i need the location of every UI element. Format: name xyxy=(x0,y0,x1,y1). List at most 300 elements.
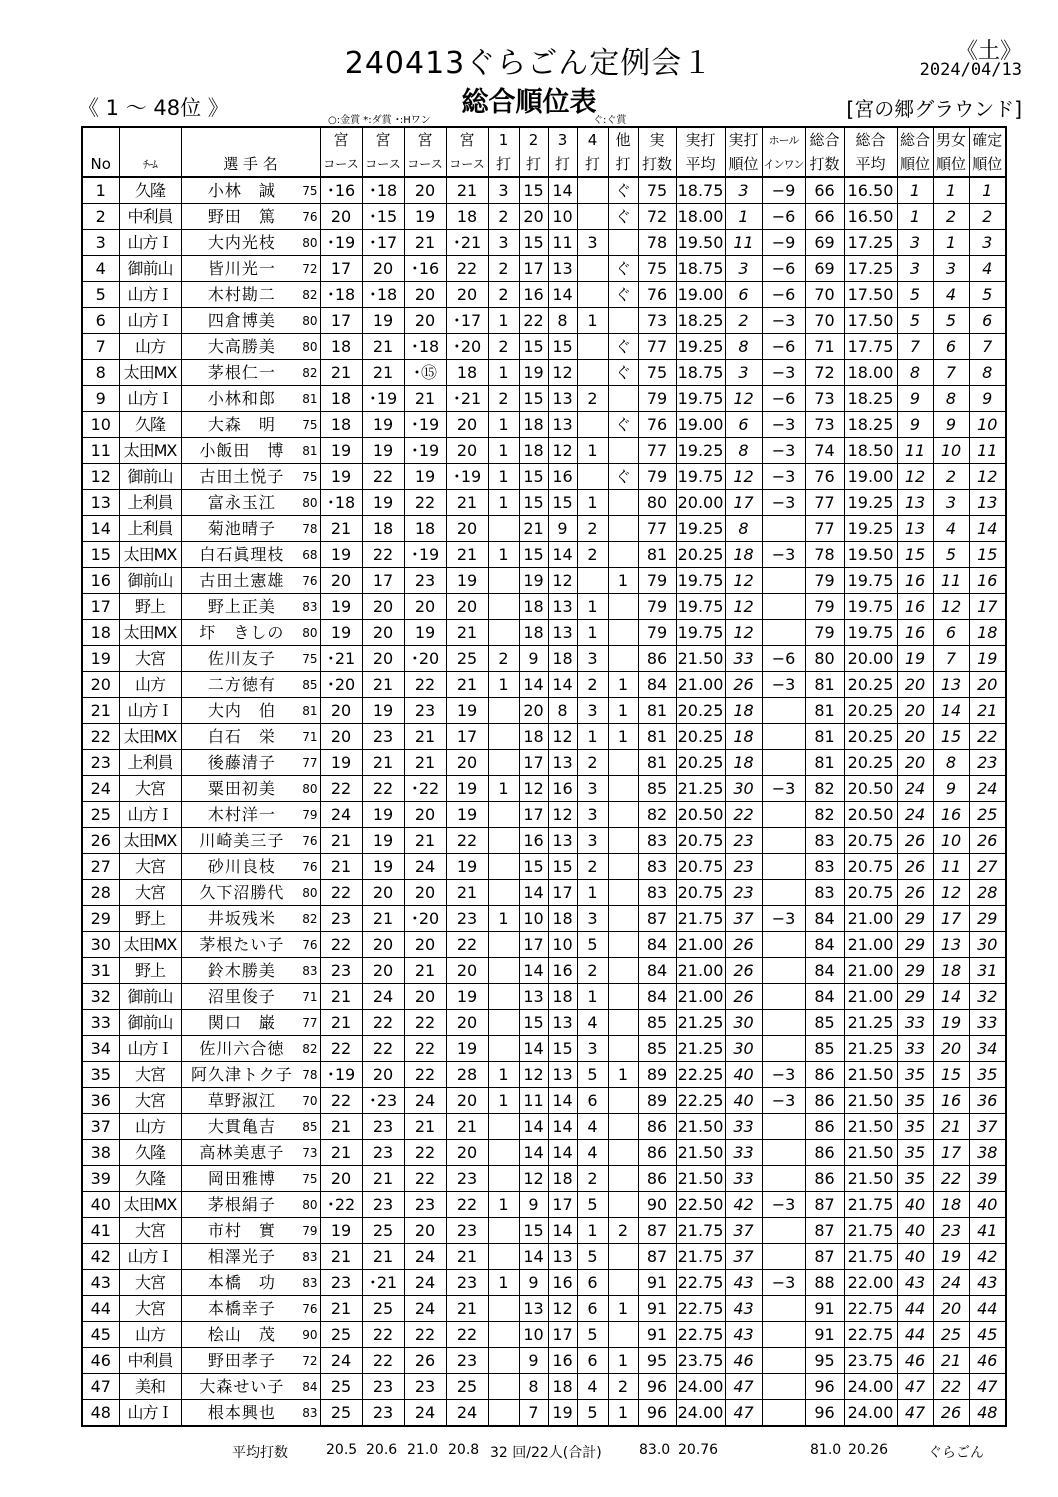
cell-actual-rank: 26 xyxy=(725,958,762,984)
player-age: 71 xyxy=(302,729,318,744)
cell-player xyxy=(181,984,320,1010)
cell-hole3: 10 xyxy=(548,932,577,958)
cell-final-rank: 23 xyxy=(969,750,1006,776)
cell-course-1: 21 xyxy=(320,360,362,386)
cell-actual-rank: 26 xyxy=(725,932,762,958)
cell-course-1: 25 xyxy=(320,1400,362,1427)
cell-final-rank: 37 xyxy=(969,1114,1006,1140)
cell-hole2: 18 xyxy=(519,594,548,620)
cell-total-rank: 5 xyxy=(897,308,933,334)
cell-course-4: 20 xyxy=(446,516,488,542)
cell-team: 久隆 xyxy=(119,1166,181,1192)
player-age: 75 xyxy=(302,469,318,484)
header-no-top xyxy=(82,127,119,152)
cell-other: 2 xyxy=(608,1374,638,1400)
cell-actual-strokes: 89 xyxy=(638,1062,676,1088)
player-name: 大内光枝 xyxy=(207,232,276,252)
header-actual-rank: 順位 xyxy=(725,152,762,177)
cell-course-4: 25 xyxy=(446,646,488,672)
cell-player xyxy=(181,438,320,464)
cell-course-3: 19 xyxy=(404,620,446,646)
header-actual-strokes-top: 実 xyxy=(638,127,676,152)
cell-hole3: 14 xyxy=(548,672,577,698)
cell-hole1: 1 xyxy=(488,542,519,568)
cell-final-rank: 16 xyxy=(969,568,1006,594)
cell-course-3: 22 xyxy=(404,1322,446,1348)
cell-total-strokes: 70 xyxy=(805,308,844,334)
cell-actual-avg: 21.50 xyxy=(676,646,725,672)
cell-hole-in-one xyxy=(762,802,805,828)
cell-player xyxy=(181,932,320,958)
cell-no: 15 xyxy=(82,542,119,568)
player-age: 78 xyxy=(302,521,318,536)
cell-player xyxy=(181,542,320,568)
page-title: 240413ぐらごん定例会１ xyxy=(344,46,714,81)
player-name: 川崎美三子 xyxy=(199,830,285,850)
cell-actual-strokes: 82 xyxy=(638,802,676,828)
header-course-2-top: 宮 xyxy=(362,127,404,152)
cell-gender-rank: 12 xyxy=(933,594,969,620)
cell-course-3: ･20 xyxy=(404,906,446,932)
table-row xyxy=(82,828,1006,854)
cell-total-strokes: 91 xyxy=(805,1296,844,1322)
cell-player xyxy=(181,464,320,490)
cell-actual-strokes: 96 xyxy=(638,1400,676,1427)
cell-hole3: 13 xyxy=(548,1244,577,1270)
cell-hole4: 3 xyxy=(577,1036,608,1062)
player-name: 沼里俊子 xyxy=(207,986,276,1006)
cell-hole2: 14 xyxy=(519,880,548,906)
player-name: 大高勝美 xyxy=(207,336,276,356)
award-legend-gu: ぐ:ぐ賞 xyxy=(593,115,627,126)
cell-total-avg: 20.25 xyxy=(844,724,897,750)
cell-total-strokes: 69 xyxy=(805,230,844,256)
cell-course-4: 20 xyxy=(446,282,488,308)
cell-gender-rank: 13 xyxy=(933,932,969,958)
player-age: 75 xyxy=(302,1171,318,1186)
table-row xyxy=(82,776,1006,802)
header-no: No xyxy=(82,152,119,177)
player-name: 菊池晴子 xyxy=(207,518,276,538)
player-name: 久下沼勝代 xyxy=(199,882,285,902)
cell-hole2: 9 xyxy=(519,646,548,672)
cell-course-4: 19 xyxy=(446,1036,488,1062)
cell-other: 1 xyxy=(608,1400,638,1427)
cell-actual-avg: 24.00 xyxy=(676,1374,725,1400)
table-row xyxy=(82,1140,1006,1166)
cell-no: 31 xyxy=(82,958,119,984)
cell-hole3: 13 xyxy=(548,620,577,646)
cell-hole1 xyxy=(488,1348,519,1374)
cell-course-1: 19 xyxy=(320,620,362,646)
cell-hole4: 2 xyxy=(577,672,608,698)
cell-actual-avg: 24.00 xyxy=(676,1400,725,1427)
cell-total-strokes: 72 xyxy=(805,360,844,386)
cell-no: 44 xyxy=(82,1296,119,1322)
cell-hole-in-one xyxy=(762,620,805,646)
cell-hole3: 8 xyxy=(548,308,577,334)
cell-actual-strokes: 81 xyxy=(638,542,676,568)
cell-actual-avg: 20.25 xyxy=(676,698,725,724)
avg-course-3: 21.0 xyxy=(407,1442,439,1458)
cell-no: 12 xyxy=(82,464,119,490)
player-age: 80 xyxy=(302,313,318,328)
cell-actual-rank: 8 xyxy=(725,438,762,464)
cell-gender-rank: 19 xyxy=(933,1010,969,1036)
cell-actual-avg: 19.00 xyxy=(676,282,725,308)
cell-actual-strokes: 91 xyxy=(638,1270,676,1296)
player-name: 本橋 功 xyxy=(207,1272,276,1292)
cell-actual-rank: 47 xyxy=(725,1374,762,1400)
cell-other xyxy=(608,906,638,932)
cell-actual-rank: 40 xyxy=(725,1062,762,1088)
player-age: 82 xyxy=(302,365,318,380)
header-team: ﾁｰﾑ xyxy=(119,152,181,177)
cell-team: 山方Ｉ xyxy=(119,1036,181,1062)
cell-course-3: 21 xyxy=(404,828,446,854)
table-row xyxy=(82,1400,1006,1427)
table-row xyxy=(82,412,1006,438)
cell-hole1 xyxy=(488,724,519,750)
cell-total-rank: 11 xyxy=(897,438,933,464)
cell-hole2: 20 xyxy=(519,204,548,230)
cell-no: 17 xyxy=(82,594,119,620)
cell-actual-strokes: 81 xyxy=(638,698,676,724)
player-age: 72 xyxy=(302,1353,318,1368)
cell-actual-rank: 30 xyxy=(725,1036,762,1062)
player-name: 小林 誠 xyxy=(207,180,276,200)
player-name: 古田土憲雄 xyxy=(199,570,285,590)
cell-actual-avg: 22.75 xyxy=(676,1322,725,1348)
cell-total-rank: 3 xyxy=(897,230,933,256)
cell-total-strokes: 88 xyxy=(805,1270,844,1296)
cell-actual-avg: 18.25 xyxy=(676,308,725,334)
cell-final-rank: 17 xyxy=(969,594,1006,620)
cell-player xyxy=(181,230,320,256)
player-name: 野上正美 xyxy=(207,596,276,616)
cell-course-4: 25 xyxy=(446,1374,488,1400)
player-name: 小飯田 博 xyxy=(199,440,285,460)
cell-no: 10 xyxy=(82,412,119,438)
cell-hole2: 18 xyxy=(519,412,548,438)
cell-other xyxy=(608,1322,638,1348)
cell-hole4 xyxy=(577,177,608,204)
cell-final-rank: 6 xyxy=(969,308,1006,334)
cell-total-strokes: 73 xyxy=(805,386,844,412)
cell-player xyxy=(181,1088,320,1114)
player-name: 木村勘二 xyxy=(207,284,276,304)
rounds-summary: 32 回/22人(合計) xyxy=(490,1445,602,1461)
cell-no: 2 xyxy=(82,204,119,230)
cell-course-1: 21 xyxy=(320,828,362,854)
cell-hole3: 14 xyxy=(548,542,577,568)
cell-hole3: 12 xyxy=(548,1296,577,1322)
cell-gender-rank: 14 xyxy=(933,984,969,1010)
cell-hole1: 1 xyxy=(488,490,519,516)
player-age: 81 xyxy=(302,703,318,718)
cell-final-rank: 47 xyxy=(969,1374,1006,1400)
player-age: 81 xyxy=(302,443,318,458)
cell-player xyxy=(181,672,320,698)
cell-other xyxy=(608,1010,638,1036)
cell-hole1 xyxy=(488,594,519,620)
cell-total-avg: 24.00 xyxy=(844,1400,897,1427)
header-total-strokes-top: 総合 xyxy=(805,127,844,152)
cell-other xyxy=(608,880,638,906)
cell-gender-rank: 14 xyxy=(933,698,969,724)
cell-course-2: ･17 xyxy=(362,230,404,256)
cell-no: 22 xyxy=(82,724,119,750)
cell-hole-in-one xyxy=(762,516,805,542)
cell-actual-avg: 19.75 xyxy=(676,386,725,412)
cell-team: 大宮 xyxy=(119,776,181,802)
cell-hole3: 19 xyxy=(548,1400,577,1427)
cell-hole3: 18 xyxy=(548,906,577,932)
cell-hole-in-one xyxy=(762,984,805,1010)
cell-course-3: 21 xyxy=(404,750,446,776)
cell-hole4 xyxy=(577,256,608,282)
cell-team: 御前山 xyxy=(119,984,181,1010)
player-name: 粟田初美 xyxy=(207,778,276,798)
cell-total-rank: 20 xyxy=(897,698,933,724)
cell-total-strokes: 84 xyxy=(805,932,844,958)
cell-team: 大宮 xyxy=(119,1270,181,1296)
cell-final-rank: 11 xyxy=(969,438,1006,464)
cell-course-3: ･19 xyxy=(404,412,446,438)
cell-team: 御前山 xyxy=(119,464,181,490)
cell-hole-in-one xyxy=(762,750,805,776)
avg-course-1: 20.5 xyxy=(326,1442,358,1458)
cell-total-rank: 26 xyxy=(897,854,933,880)
cell-course-3: 19 xyxy=(404,464,446,490)
cell-actual-strokes: 81 xyxy=(638,724,676,750)
avg-course-4: 20.8 xyxy=(448,1442,480,1458)
player-age: 71 xyxy=(302,989,318,1004)
cell-hole4: 2 xyxy=(577,516,608,542)
cell-actual-rank: 40 xyxy=(725,1088,762,1114)
cell-course-1: 20 xyxy=(320,568,362,594)
cell-hole4: 1 xyxy=(577,594,608,620)
cell-player xyxy=(181,1244,320,1270)
cell-other: 1 xyxy=(608,1296,638,1322)
header-actual-rank-top: 実打 xyxy=(725,127,762,152)
cell-total-avg: 18.25 xyxy=(844,386,897,412)
player-age: 76 xyxy=(302,937,318,952)
player-name: 市村 實 xyxy=(207,1220,276,1240)
cell-total-strokes: 91 xyxy=(805,1322,844,1348)
cell-total-strokes: 79 xyxy=(805,620,844,646)
cell-actual-strokes: 77 xyxy=(638,516,676,542)
cell-total-avg: 23.75 xyxy=(844,1348,897,1374)
cell-actual-rank: 6 xyxy=(725,282,762,308)
cell-course-3: ･20 xyxy=(404,646,446,672)
header-hole2: 打 xyxy=(519,152,548,177)
cell-gender-rank: 26 xyxy=(933,1400,969,1427)
cell-hole1 xyxy=(488,516,519,542)
cell-course-1: 24 xyxy=(320,1348,362,1374)
cell-course-2: 22 xyxy=(362,1010,404,1036)
cell-total-avg: 21.00 xyxy=(844,984,897,1010)
header-team-top xyxy=(119,127,181,152)
cell-hole-in-one: −6 xyxy=(762,386,805,412)
cell-total-rank: 9 xyxy=(897,412,933,438)
cell-hole-in-one: −3 xyxy=(762,1192,805,1218)
cell-no: 37 xyxy=(82,1114,119,1140)
cell-team: 太田MX xyxy=(119,1192,181,1218)
cell-course-1: 19 xyxy=(320,464,362,490)
table-row xyxy=(82,880,1006,906)
cell-hole-in-one: −3 xyxy=(762,360,805,386)
cell-course-1: 22 xyxy=(320,776,362,802)
cell-team: 上利員 xyxy=(119,750,181,776)
cell-gender-rank: 1 xyxy=(933,177,969,204)
cell-team: 美和 xyxy=(119,1374,181,1400)
cell-other: ぐ xyxy=(608,177,638,204)
cell-actual-rank: 33 xyxy=(725,1166,762,1192)
cell-actual-avg: 20.00 xyxy=(676,490,725,516)
cell-course-3: 24 xyxy=(404,1270,446,1296)
event-date: 2024/04/13 xyxy=(919,60,1022,80)
cell-hole3: 14 xyxy=(548,282,577,308)
cell-final-rank: 13 xyxy=(969,490,1006,516)
cell-actual-strokes: 87 xyxy=(638,1244,676,1270)
cell-gender-rank: 25 xyxy=(933,1322,969,1348)
cell-other: ぐ xyxy=(608,464,638,490)
cell-total-strokes: 78 xyxy=(805,542,844,568)
cell-gender-rank: 7 xyxy=(933,360,969,386)
cell-no: 1 xyxy=(82,177,119,204)
cell-final-rank: 5 xyxy=(969,282,1006,308)
header-row-bottom xyxy=(82,152,1006,177)
cell-hole2: 17 xyxy=(519,932,548,958)
header-total-avg-top: 総合 xyxy=(844,127,897,152)
cell-gender-rank: 5 xyxy=(933,308,969,334)
cell-hole2: 9 xyxy=(519,1270,548,1296)
cell-team: 御前山 xyxy=(119,1010,181,1036)
cell-hole3: 16 xyxy=(548,464,577,490)
cell-course-3: 22 xyxy=(404,1166,446,1192)
cell-course-4: 18 xyxy=(446,360,488,386)
cell-player xyxy=(181,776,320,802)
cell-course-4: ･20 xyxy=(446,334,488,360)
cell-actual-strokes: 75 xyxy=(638,177,676,204)
cell-other xyxy=(608,1166,638,1192)
cell-team: 野上 xyxy=(119,958,181,984)
table-row xyxy=(82,360,1006,386)
cell-total-strokes: 87 xyxy=(805,1244,844,1270)
cell-final-rank: 48 xyxy=(969,1400,1006,1427)
cell-actual-avg: 19.75 xyxy=(676,594,725,620)
header-gender-rank-top: 男女 xyxy=(933,127,969,152)
cell-hole1 xyxy=(488,1010,519,1036)
cell-hole1: 2 xyxy=(488,334,519,360)
cell-course-2: 19 xyxy=(362,438,404,464)
cell-hole2: 15 xyxy=(519,386,548,412)
cell-other xyxy=(608,1088,638,1114)
table-row xyxy=(82,750,1006,776)
cell-actual-avg: 22.50 xyxy=(676,1192,725,1218)
cell-no: 47 xyxy=(82,1374,119,1400)
cell-final-rank: 46 xyxy=(969,1348,1006,1374)
cell-course-2: ･21 xyxy=(362,1270,404,1296)
player-age: 79 xyxy=(302,807,318,822)
cell-course-3: 24 xyxy=(404,1296,446,1322)
cell-actual-avg: 20.25 xyxy=(676,724,725,750)
cell-team: 大宮 xyxy=(119,1088,181,1114)
cell-no: 36 xyxy=(82,1088,119,1114)
cell-actual-avg: 18.75 xyxy=(676,256,725,282)
cell-actual-avg: 21.00 xyxy=(676,672,725,698)
cell-hole3: 12 xyxy=(548,568,577,594)
table-row xyxy=(82,230,1006,256)
cell-team: 野上 xyxy=(119,594,181,620)
player-name: 大森 明 xyxy=(207,414,276,434)
cell-course-4: ･21 xyxy=(446,386,488,412)
cell-hole-in-one xyxy=(762,1166,805,1192)
cell-hole4: 5 xyxy=(577,1062,608,1088)
cell-total-rank: 3 xyxy=(897,256,933,282)
cell-player xyxy=(181,854,320,880)
cell-course-1: 18 xyxy=(320,412,362,438)
cell-course-4: 21 xyxy=(446,1244,488,1270)
cell-team: 山方Ｉ xyxy=(119,282,181,308)
cell-team: 太田MX xyxy=(119,360,181,386)
cell-hole-in-one: −3 xyxy=(762,672,805,698)
cell-total-avg: 19.25 xyxy=(844,490,897,516)
player-age: 80 xyxy=(302,1197,318,1212)
header-total-rank-top: 総合 xyxy=(897,127,933,152)
cell-course-4: 20 xyxy=(446,412,488,438)
cell-actual-avg: 19.75 xyxy=(676,620,725,646)
cell-team: 山方Ｉ xyxy=(119,1400,181,1427)
cell-team: 山方 xyxy=(119,1322,181,1348)
cell-hole4: 3 xyxy=(577,828,608,854)
cell-course-3: 20 xyxy=(404,802,446,828)
cell-total-strokes: 70 xyxy=(805,282,844,308)
cell-course-3: 18 xyxy=(404,516,446,542)
cell-actual-avg: 22.25 xyxy=(676,1088,725,1114)
player-name: 古田土悦子 xyxy=(199,466,285,486)
player-age: 76 xyxy=(302,833,318,848)
cell-actual-strokes: 84 xyxy=(638,984,676,1010)
cell-actual-avg: 21.50 xyxy=(676,1140,725,1166)
cell-hole-in-one: −3 xyxy=(762,1088,805,1114)
header-hole3-top: 3 xyxy=(548,127,577,152)
cell-no: 39 xyxy=(82,1166,119,1192)
cell-hole3: 18 xyxy=(548,1374,577,1400)
cell-course-2: 25 xyxy=(362,1296,404,1322)
page-subtitle: 総合順位表 xyxy=(461,87,597,118)
header-other-top: 他 xyxy=(608,127,638,152)
player-name: 高林美恵子 xyxy=(199,1142,285,1162)
cell-hole4: 2 xyxy=(577,958,608,984)
cell-other: 1 xyxy=(608,1062,638,1088)
cell-actual-avg: 21.00 xyxy=(676,984,725,1010)
cell-hole2: 14 xyxy=(519,958,548,984)
player-name: 白石 栄 xyxy=(207,726,276,746)
table-row xyxy=(82,490,1006,516)
cell-hole2: 18 xyxy=(519,438,548,464)
player-age: 80 xyxy=(302,339,318,354)
player-age: 75 xyxy=(302,651,318,666)
table-row xyxy=(82,646,1006,672)
cell-gender-rank: 6 xyxy=(933,334,969,360)
cell-hole3: 12 xyxy=(548,802,577,828)
cell-player xyxy=(181,906,320,932)
cell-hole3: 15 xyxy=(548,490,577,516)
cell-hole3: 16 xyxy=(548,958,577,984)
player-name: 桧山 茂 xyxy=(207,1324,276,1344)
